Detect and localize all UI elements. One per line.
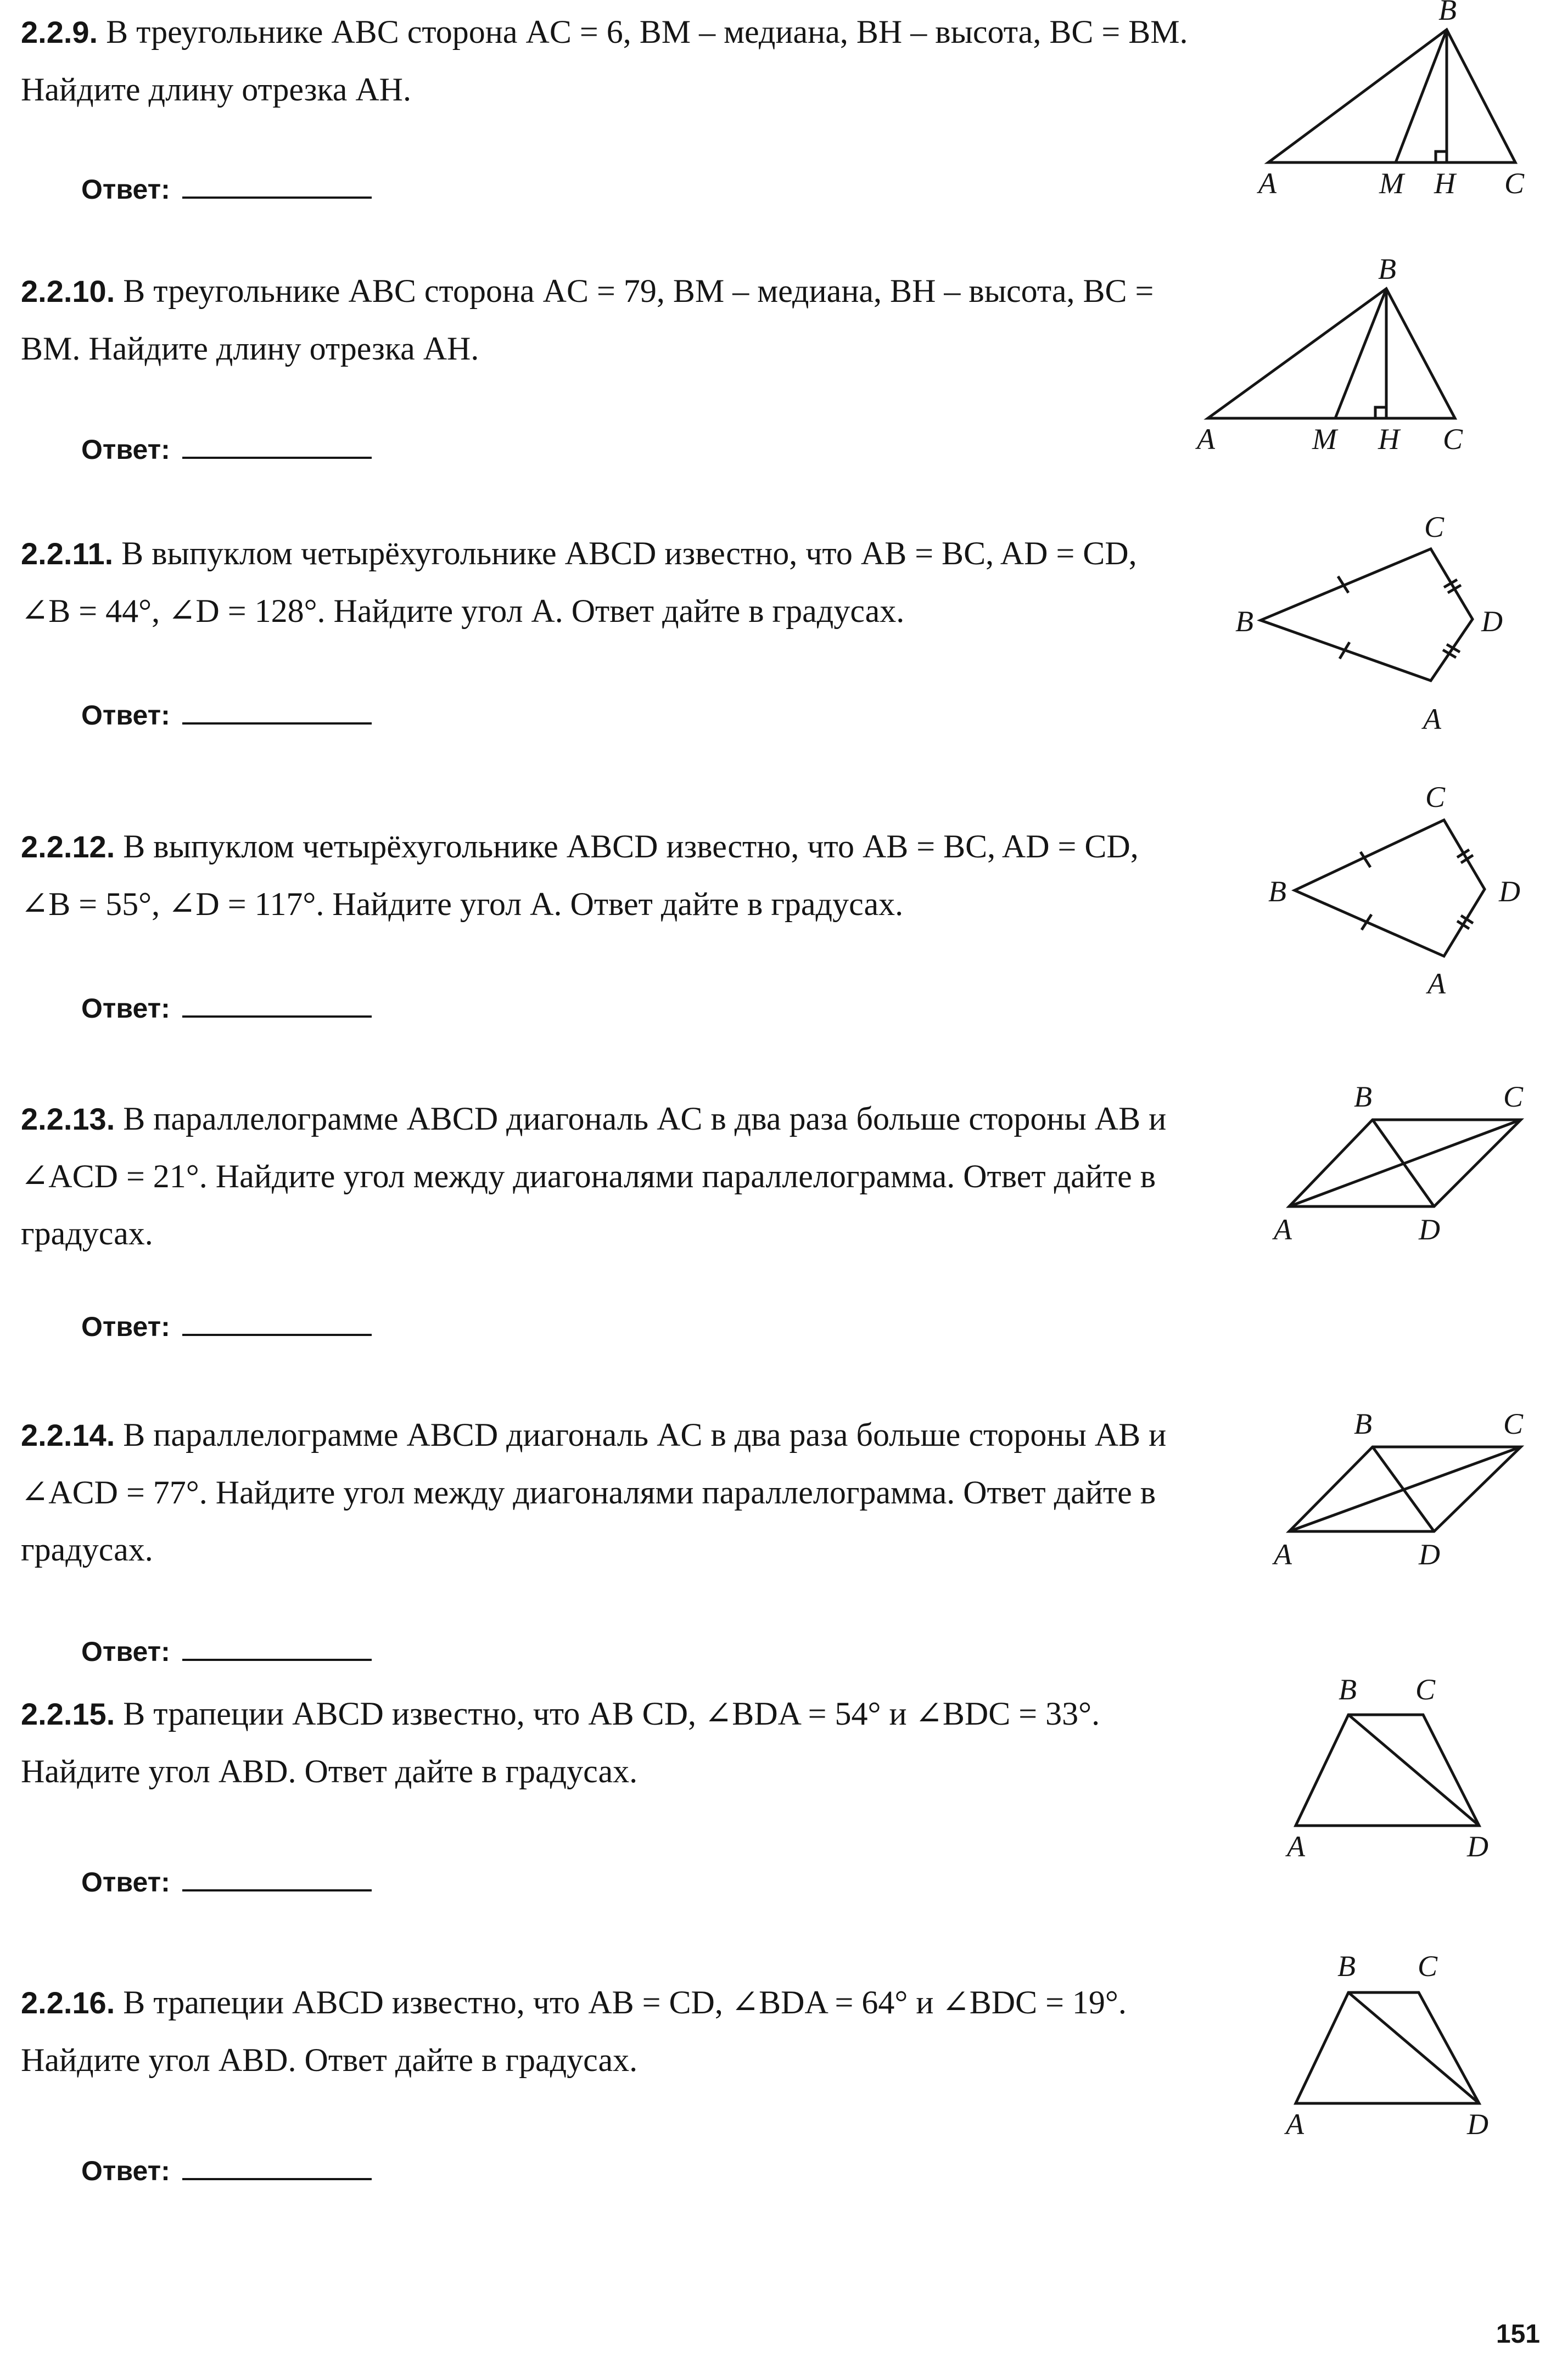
problem-2-2-15	[21, 1685, 1190, 1800]
answer-label: Ответ:	[81, 1636, 170, 1667]
label-a: A	[1274, 1213, 1292, 1246]
trapezoid-abcd	[1296, 1992, 1479, 2103]
label-c: C	[1415, 1673, 1436, 1706]
label-a: A	[1427, 967, 1446, 1000]
problem-text	[21, 3, 1190, 118]
right-angle-mark	[1375, 407, 1386, 418]
label-a: A	[1274, 1538, 1292, 1571]
label-b: B	[1378, 252, 1396, 285]
label-a: A	[1287, 1830, 1305, 1863]
label-b: B	[1268, 875, 1286, 908]
problem-text	[21, 1406, 1190, 1578]
label-c: C	[1503, 1080, 1524, 1113]
problem-text	[21, 262, 1190, 377]
problem-statement: В трапеции ABCD известно, что AB CD, ∠BDA = 54° и ∠BDC = 33°. Найдите угол ABD. Ответ дайте в градусах.	[21, 1696, 1100, 1789]
answer-blank[interactable]	[182, 1864, 372, 1891]
problem-text	[21, 1974, 1190, 2089]
answer-blank[interactable]	[182, 697, 372, 725]
problem-statement: В выпуклом четырёхугольнике ABCD известно, что AB = BC, AD = CD, ∠B = 55°, ∠D = 117°. Найдите угол A. Ответ дайте в градусах.	[21, 828, 1139, 922]
quadrilateral-abcd	[1295, 820, 1485, 956]
label-c: C	[1503, 1407, 1524, 1440]
label-a: A	[1423, 703, 1441, 736]
diagonal-bd	[1373, 1447, 1434, 1531]
problem-number: 2.2.9.	[21, 15, 98, 49]
page-number: 151	[1496, 2320, 1540, 2349]
parallelogram-figure	[1263, 1076, 1559, 1257]
label-b: B	[1337, 1950, 1356, 1983]
answer-blank[interactable]	[182, 1309, 372, 1336]
label-h: H	[1378, 423, 1399, 456]
problem-text	[21, 525, 1190, 639]
triangle-figure	[1191, 250, 1488, 470]
answer-field	[81, 697, 372, 731]
answer-blank[interactable]	[182, 431, 372, 459]
answer-label: Ответ:	[81, 434, 170, 465]
label-c: C	[1425, 781, 1446, 813]
label-c: C	[1443, 423, 1463, 456]
problem-number: 2.2.10.	[21, 274, 115, 308]
label-a: A	[1197, 423, 1215, 456]
trapezoid-figure	[1274, 1945, 1548, 2154]
problem-2-2-9	[21, 3, 1190, 118]
answer-label: Ответ:	[81, 2156, 170, 2186]
kite-figure	[1263, 781, 1548, 1015]
problem-number: 2.2.16.	[21, 1985, 115, 2020]
problem-2-2-11	[21, 525, 1190, 639]
problem-number: 2.2.15.	[21, 1697, 115, 1731]
diagonal-bd	[1348, 1992, 1479, 2103]
problem-statement: В параллелограмме ABCD диагональ AC в два раза больше стороны AB и ∠ACD = 21°. Найдите угол между диагоналями параллелограмма. Ответ дайте в градусах.	[21, 1101, 1167, 1251]
problem-text	[21, 1090, 1190, 1262]
parallelogram-figure	[1263, 1403, 1559, 1584]
answer-label: Ответ:	[81, 1867, 170, 1898]
answer-blank[interactable]	[182, 1634, 372, 1661]
diagonal-bd	[1348, 1715, 1479, 1826]
label-d: D	[1481, 605, 1503, 638]
problem-text	[21, 818, 1190, 933]
triangle-abc	[1208, 289, 1455, 418]
kite-figure	[1230, 505, 1526, 746]
diagonal-bd	[1373, 1120, 1434, 1206]
label-d: D	[1467, 2108, 1488, 2141]
problem-statement: В треугольнике ABC сторона AC = 79, BM – медиана, BH – высота, BC = BM. Найдите длину отрезка AH.	[21, 273, 1154, 367]
problem-statement: В параллелограмме ABCD диагональ AC в два раза больше стороны AB и ∠ACD = 77°. Найдите угол между диагоналями параллелограмма. Ответ дайте в градусах.	[21, 1417, 1167, 1568]
problem-statement: В треугольнике ABC сторона AC = 6, BM – медиана, BH – высота, BC = BM. Найдите длину отрезка AH.	[21, 14, 1188, 108]
trapezoid-abcd	[1296, 1715, 1479, 1826]
problem-number: 2.2.14.	[21, 1418, 115, 1452]
quadrilateral-abcd	[1261, 549, 1473, 681]
problem-statement: В выпуклом четырёхугольнике ABCD известно, что AB = BC, AD = CD, ∠B = 44°, ∠D = 128°. Найдите угол A. Ответ дайте в градусах.	[21, 535, 1137, 629]
label-m: M	[1379, 167, 1404, 200]
label-h: H	[1434, 167, 1455, 200]
label-d: D	[1499, 875, 1520, 908]
label-b: B	[1339, 1673, 1357, 1706]
answer-label: Ответ:	[81, 174, 170, 205]
label-d: D	[1419, 1213, 1440, 1246]
problem-2-2-13	[21, 1090, 1190, 1262]
problem-2-2-16	[21, 1974, 1190, 2089]
answer-field	[81, 2153, 372, 2187]
triangle-figure	[1252, 0, 1537, 209]
problem-number: 2.2.12.	[21, 829, 115, 864]
trapezoid-figure	[1274, 1669, 1548, 1877]
label-b: B	[1235, 605, 1253, 638]
right-angle-mark	[1436, 151, 1447, 162]
answer-blank[interactable]	[182, 2153, 372, 2180]
problem-number: 2.2.13.	[21, 1102, 115, 1136]
answer-field	[81, 1634, 372, 1668]
problem-number: 2.2.11.	[21, 536, 114, 571]
answer-blank[interactable]	[182, 171, 372, 199]
label-d: D	[1467, 1830, 1488, 1863]
label-b: B	[1438, 0, 1457, 26]
problem-statement: В трапеции ABCD известно, что AB = CD, ∠BDA = 64° и ∠BDC = 19°. Найдите угол ABD. Ответ дайте в градусах.	[21, 1984, 1127, 2078]
triangle-abc	[1268, 30, 1515, 162]
problem-2-2-14	[21, 1406, 1190, 1578]
label-c: C	[1424, 510, 1445, 543]
answer-label: Ответ:	[81, 1311, 170, 1342]
label-a: A	[1286, 2108, 1304, 2141]
label-c: C	[1504, 167, 1525, 200]
label-b: B	[1354, 1407, 1372, 1440]
answer-label: Ответ:	[81, 993, 170, 1024]
label-b: B	[1354, 1080, 1372, 1113]
label-m: M	[1312, 423, 1337, 456]
answer-label: Ответ:	[81, 700, 170, 731]
problem-2-2-10	[21, 262, 1190, 377]
answer-field	[81, 1864, 372, 1898]
answer-blank[interactable]	[182, 990, 372, 1018]
answer-field	[81, 431, 372, 465]
problem-text	[21, 1685, 1190, 1800]
label-d: D	[1419, 1538, 1440, 1571]
answer-field	[81, 990, 372, 1024]
label-a: A	[1258, 167, 1277, 200]
answer-field	[81, 171, 372, 205]
answer-field	[81, 1309, 372, 1343]
problem-2-2-12	[21, 818, 1190, 933]
label-c: C	[1418, 1950, 1438, 1983]
